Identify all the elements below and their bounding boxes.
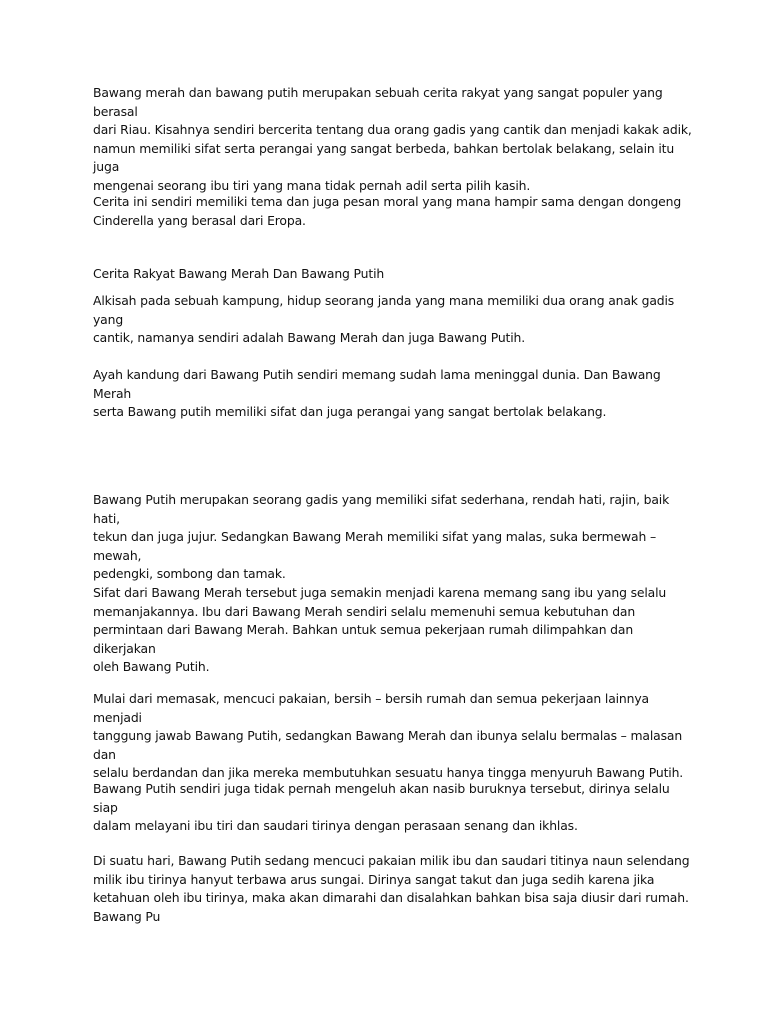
paragraph-ayah: Ayah kandung dari Bawang Putih sendiri memang sudah lama meninggal dunia. Dan Bawang Merah serta Bawang putih memiliki sifat dan juga perangai yang sangat bertolak belakang.	[93, 367, 661, 419]
paragraph-selendang: Di suatu hari, Bawang Putih sedang mencuci pakaian milik ibu dan saudari titinya naun selendang milik ibu tirinya hanyut terbawa arus sungai. Dirinya sangat takut dan juga sedih karena jika ketahuan oleh ibu tirinya, maka akan dimarahi dan disalahkan bahkan bisa saja diusir dari rumah. Bawang Pu	[93, 853, 690, 924]
paragraph-intro: Bawang merah dan bawang putih merupakan sebuah cerita rakyat yang sangat populer yang berasal dari Riau. Kisahnya sendiri bercerita tentang dua orang gadis yang cantik dan menjadi kakak adik, namun memiliki sifat serta perangai yang sangat berbeda, bahkan bertolak belakang, selain itu juga mengenai seorang ibu tiri yang mana tidak pernah adil serta pilih kasih.	[93, 85, 692, 193]
paragraph-sifat-putih: Bawang Putih merupakan seorang gadis yang memiliki sifat sederhana, rendah hati, rajin, baik hati, tekun dan juga jujur. Sedangkan Bawang Merah memiliki sifat yang malas, suka bermewah – mewah, pedengki, sombong dan tamak.	[93, 492, 670, 581]
paragraph-theme: Cerita ini sendiri memiliki tema dan juga pesan moral yang mana hampir sama dengan dongeng Cinderella yang berasal dari Eropa.	[93, 194, 682, 228]
paragraph-pekerjaan: Mulai dari memasak, mencuci pakaian, bersih – bersih rumah dan semua pekerjaan lainnya menjadi tanggung jawab Bawang Putih, sedangkan Bawang Merah dan ibunya selalu bermalas – malasan dan selalu berdandan dan jika mereka membutuhkan sesuatu hanya tingga menyuruh Bawang Putih.	[93, 691, 684, 780]
story-title: Cerita Rakyat Bawang Merah Dan Bawang Putih	[93, 266, 385, 281]
paragraph-sifat-merah: Sifat dari Bawang Merah tersebut juga semakin menjadi karena memang sang ibu yang selalu memanjakannya. Ibu dari Bawang Merah sendiri selalu memenuhi semua kebutuhan dan permintaan dari Bawang Merah. Bahkan untuk semua pekerjaan rumah dilimpahkan dan dikerjakan oleh Bawang Putih.	[93, 585, 667, 674]
paragraph-alkisah: Alkisah pada sebuah kampung, hidup seorang janda yang mana memiliki dua orang anak gadis yang cantik, namanya sendiri adalah Bawang Merah dan juga Bawang Putih.	[93, 293, 675, 345]
paragraph-ikhlas: Bawang Putih sendiri juga tidak pernah mengeluh akan nasib buruknya tersebut, dirinya selalu siap dalam melayani ibu tiri dan saudari tirinya dengan perasaan senang dan ikhlas.	[93, 781, 670, 833]
